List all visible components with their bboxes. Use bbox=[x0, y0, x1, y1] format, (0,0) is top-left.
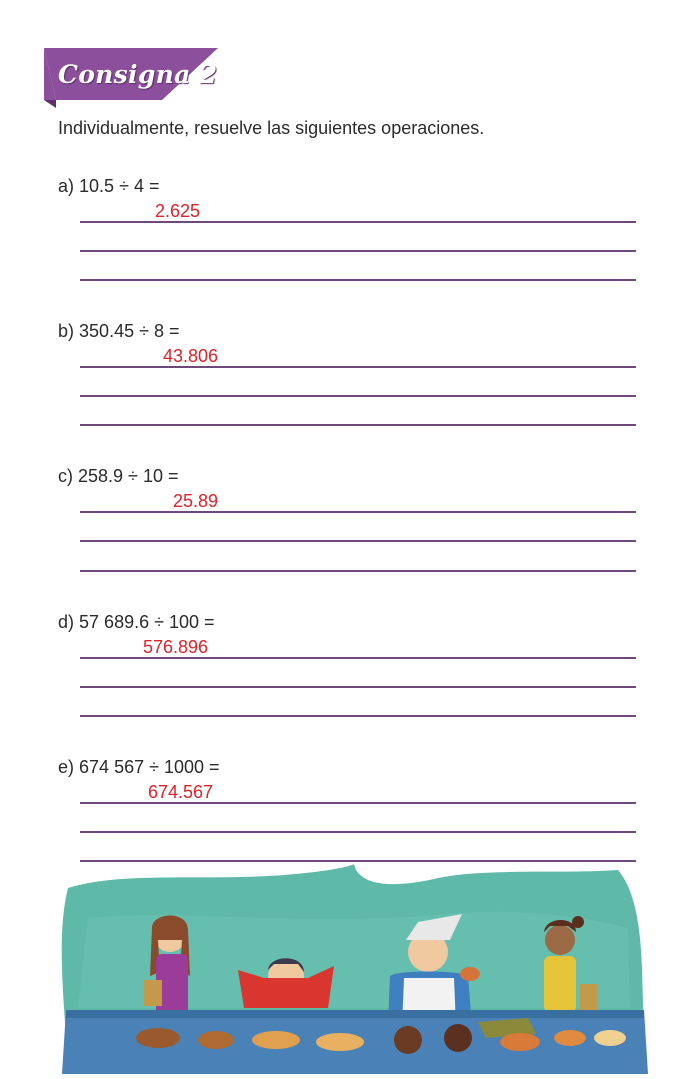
answer-line[interactable] bbox=[80, 686, 636, 688]
exercise-label bbox=[58, 176, 159, 197]
handwritten-answer: 43.806 bbox=[163, 346, 219, 366]
section-banner bbox=[44, 48, 218, 108]
handwritten-answer: 2.625 bbox=[155, 201, 201, 221]
exercise-letter: b) bbox=[58, 321, 75, 341]
illustration-drawing bbox=[58, 858, 648, 1074]
instruction-text: Individualmente, resuelve las siguientes operaciones. bbox=[58, 118, 485, 138]
answer-line[interactable] bbox=[80, 570, 636, 572]
exercise-label bbox=[58, 612, 215, 633]
bakery-children-illustration bbox=[58, 858, 648, 1074]
exercise-operation: 258.9 ÷ 10 = bbox=[78, 466, 179, 486]
exercise-operation: 674 567 ÷ 1000 = bbox=[79, 757, 220, 777]
exercise-operation: 10.5 ÷ 4 = bbox=[79, 176, 160, 196]
exercise-letter: c) bbox=[58, 466, 73, 486]
handwritten-answer: 25.89 bbox=[173, 491, 219, 511]
exercise-label bbox=[58, 466, 178, 487]
exercise-letter: a) bbox=[58, 176, 75, 196]
answer-line[interactable] bbox=[80, 540, 636, 542]
banner-title: Consigna 2 bbox=[58, 60, 218, 89]
handwritten-answer: 576.896 bbox=[143, 637, 209, 657]
answer-line[interactable] bbox=[80, 715, 636, 717]
exercise-letter: e) bbox=[58, 757, 75, 777]
answer-line[interactable] bbox=[80, 366, 636, 368]
exercise-a bbox=[0, 176, 694, 306]
answer-line[interactable] bbox=[80, 424, 636, 426]
exercise-label bbox=[58, 757, 220, 778]
answer-line[interactable] bbox=[80, 802, 636, 804]
answer-line[interactable] bbox=[80, 511, 636, 513]
exercise-d bbox=[0, 612, 694, 742]
handwritten-answer: 674.567 bbox=[148, 782, 214, 802]
answer-line[interactable] bbox=[80, 657, 636, 659]
exercise-operation: 350.45 ÷ 8 = bbox=[79, 321, 180, 341]
answer-line[interactable] bbox=[80, 250, 636, 252]
exercise-operation: 57 689.6 ÷ 100 = bbox=[79, 612, 215, 632]
answer-line[interactable] bbox=[80, 831, 636, 833]
exercise-letter: d) bbox=[58, 612, 75, 632]
exercise-b bbox=[0, 321, 694, 451]
exercise-c bbox=[0, 466, 694, 596]
exercise-label bbox=[58, 321, 180, 342]
answer-line[interactable] bbox=[80, 395, 636, 397]
answer-line[interactable] bbox=[80, 221, 636, 223]
answer-line[interactable] bbox=[80, 279, 636, 281]
